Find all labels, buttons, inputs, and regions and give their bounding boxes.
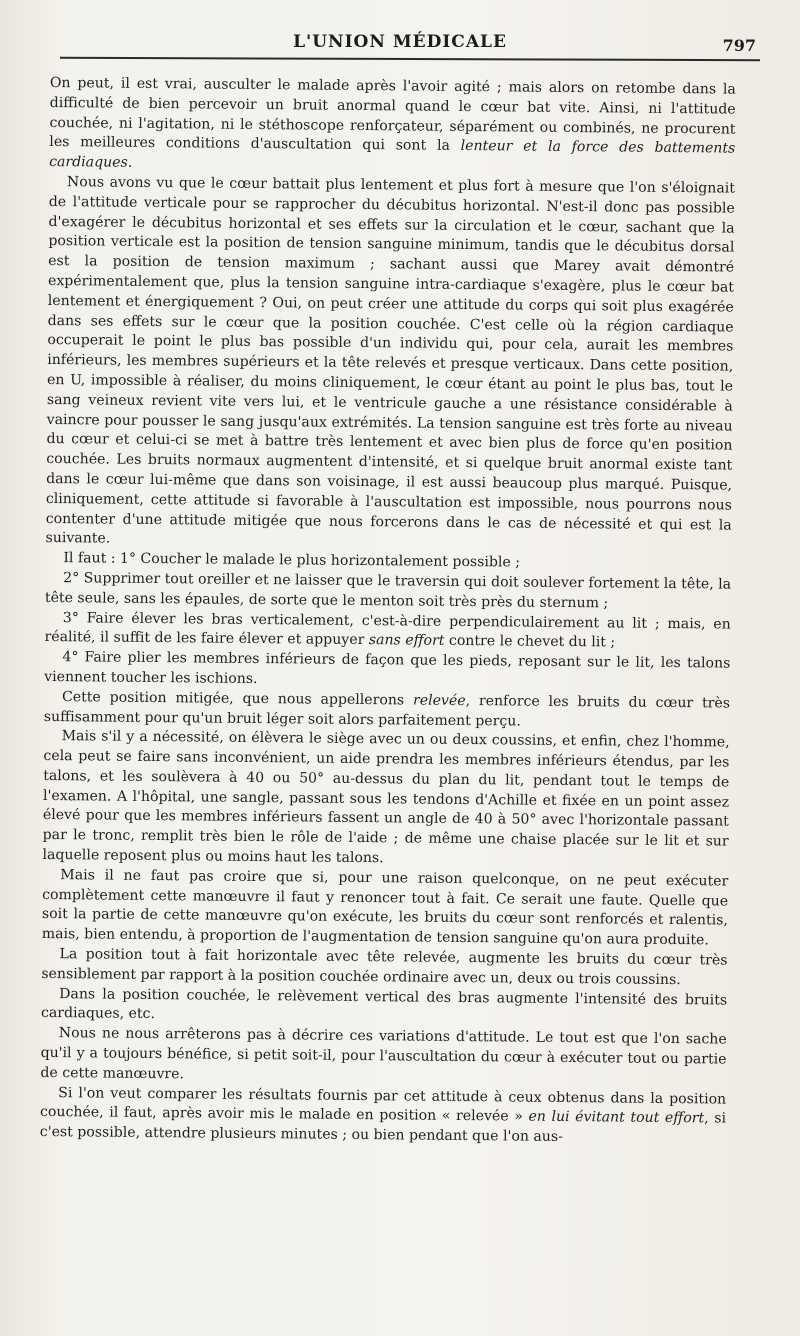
paragraph [45, 569, 731, 615]
paragraph [41, 945, 727, 991]
text-run: contre le chevet du lit ; [444, 633, 616, 651]
paragraph [44, 608, 730, 654]
text-run: , si c'est possible, attendre plusieurs minutes ; ou bien pendant que l'on aus- [39, 1110, 727, 1146]
page-number: 797 [722, 36, 756, 55]
paragraph [42, 727, 729, 872]
paragraph [40, 1024, 727, 1090]
text-run: Mais s'il y a nécessité, on élèvera le siège avec un ou deux coussins, et enfin, chez l'homme, cela peut se faire sans inconvénient, un aide prendra les membres inférieurs étendus, par les talons, et les soulèvera à 40 ou 50° au-dessus du plan du lit, pendant tout le temps de l'examen. A l'hôpital, une sangle, passant sous les tendons d'Achille et fixée en un point assez élevé pour que les membres inférieurs fassent un angle de 40 à 50° avec l'horizontale passant par le tronc, remplit très bien le rôle de l'aide ; de même une chaise placée sur le lit et sur laquelle reposent plus ou moins haut les talons. [42, 728, 730, 867]
italic-text: lenteur et la force des battements cardiaques [49, 138, 736, 171]
italic-text: relevée [412, 692, 466, 709]
text-run: . [127, 154, 133, 171]
paragraph [41, 985, 727, 1031]
running-title: L'UNION MÉDICALE [293, 32, 507, 52]
text-run: Nous avons vu que le cœur battait plus lentement et plus fort à mesure que l'on s'éloignait de l'attitude verticale pour se rapprocher du décubitus horizontal. N'est-il donc pas possible d'exagérer le décubitus horizontal et ses effets sur la circulation et le cœur, sachant que la position verticale est la position de tension sanguine minimum, tandis que le décubitus dorsal est la position de tension maximum ; sachant aussi que Marey avait démontré expérimentalement que, plus la tension sanguine intra-cardiaque s'exagère, plus le cœur bat lentement et énergiquement ? Oui, on peut créer une attitude du corps qui soit plus exagérée dans ses effets sur le cœur que la position couchée. C'est celle où la région cardiaque occuperait le point le plus bas possible d'un individu qui, pour cela, aurait les membres inférieurs, les membres supérieurs et la tête relevés et presque verticaux. Dans cette position, en U, impossible à réaliser, du moins cliniquement, le cœur étant au point le plus bas, tout le sang veineux revient vite vers lui, et le ventricule gauche a une résistance considérable à vaincre pour pousser le sang jusqu'aux extrémités. La tension sanguine est très forte au niveau du cœur et celui-ci se met à battre très lentement et avec bien plus de force qu'en position couchée. Les bruits normaux augmentent d'intensité, et si quelque bruit anormal existe tant dans le cœur lui-même que dans son voisinage, il est aussi beaucoup plus marqué. Puisque, cliniquement, cette attitude si favorable à l'auscultation est impossible, nous pourrons nous contenter d'une attitude mitigée que nous forcerons dans le cas de nécessité et qui est la suivante. [45, 174, 736, 547]
text-run: Cette position mitigée, que nous appellerons [61, 688, 414, 709]
paragraph [42, 866, 729, 952]
italic-text: en lui évitant tout effort [528, 1109, 705, 1127]
text-run: , renforce les bruits du cœur très suffisamment pour qu'un bruit léger soit alors parfaitement perçu. [43, 692, 731, 730]
text-run: On peut, il est vrai, ausculter le malade après l'avoir agité ; mais alors on retombe dans la difficulté de bien percevoir un bruit anormal quand le cœur bat vite. Ainsi, ni l'attitude couchée, ni l'agitation, ni le stéthoscope renforçateur, séparément ou combinés, ne procurent les meilleures conditions d'auscultation qui sont la [49, 74, 736, 155]
text-run: 3° Faire élever les bras verticalement, c'est-à-dire perpendiculairement au lit ; mais, en réalité, il suffit de les faire élever et appuyer [44, 609, 731, 649]
body-text [40, 74, 736, 1150]
italic-text: sans effort [368, 632, 445, 650]
text-run: Si l'on veut comparer les résultats fournis par cet attitude à ceux obtenus dans la position couchée, il faut, après avoir mis le malade en position « relevée » [39, 1084, 727, 1126]
paragraph [49, 74, 736, 180]
text-run: 2° Supprimer tout oreiller et ne laisser que le traversin qui doit soulever fortement la tête, la tête seule, sans les épaules, de sorte que le menton soit très près du sternum ; [44, 570, 732, 612]
paragraph [45, 173, 735, 556]
text-run: La position tout à fait horizontale avec tête relevée, augmente les bruits du cœur très sensiblement par rapport à la position couchée ordinaire avec un, deux ou trois coussins. [41, 946, 728, 988]
paragraph [44, 648, 730, 694]
paragraph [44, 688, 730, 734]
text-run: Dans la position couchée, le relèvement vertical des bras augmente l'intensité des bruits cardiaques, etc. [40, 985, 728, 1023]
text-run: Il faut : 1° Coucher le malade le plus horizontalement possible ; [63, 550, 521, 571]
page-header [40, 30, 760, 60]
paragraph [40, 1084, 727, 1150]
text-run: 4° Faire plier les membres inférieurs de façon que les pieds, reposant sur le lit, les talons viennent toucher les ischions. [44, 649, 731, 687]
text-run: Mais il ne faut pas croire que si, pour une raison quelconque, on ne peut exécuter complètement cette manœuvre il faut y renoncer tout à fait. Ce serait une faute. Quelle que soit la partie de cette manœuvre qu'on exécute, les bruits du cœur sont renforcés et ralentis, mais, bien entendu, à proportion de l'augmentation de tension sanguine qu'on aura produite. [41, 867, 729, 949]
text-run: Nous ne nous arrêterons pas à décrire ces variations d'attitude. Le tout est que l'on sache qu'il y a toujours bénéfice, si petit soit-il, pour l'auscultation du cœur à exécuter tout ou partie de cette manœuvre. [40, 1025, 727, 1083]
